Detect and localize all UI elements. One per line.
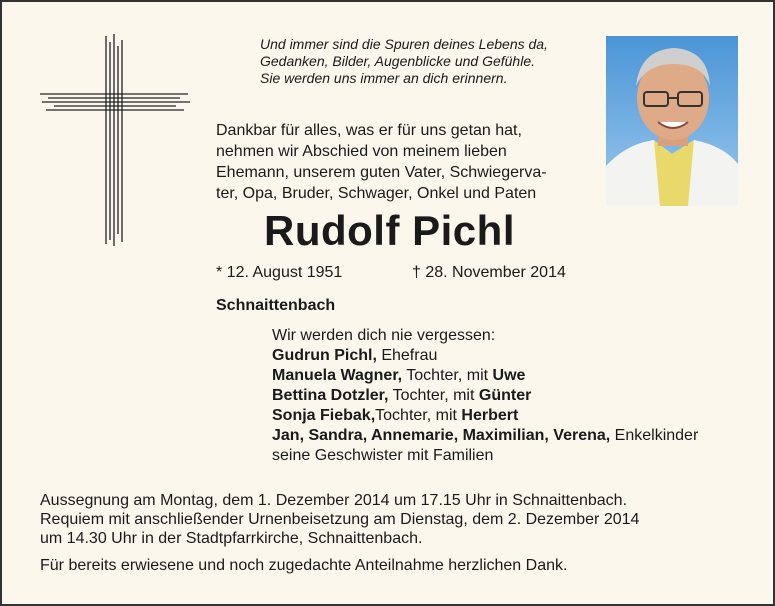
mourners-list <box>272 326 772 466</box>
mourner-name: Sonja Fiebak, <box>272 407 376 424</box>
thanks-text: Für bereits erwiesene und noch zugedachte Anteilnahme herzlichen Dank. <box>40 557 568 574</box>
poem-line: Gedanken, Bilder, Augenblicke und Gefühle. <box>260 53 536 69</box>
mourner-line <box>272 346 772 366</box>
intro-line: Ehemann, unserem guten Vater, Schwiegerva- <box>216 164 547 181</box>
mourner-relation: Tochter, mit <box>388 387 479 404</box>
mourner-partner: Günter <box>478 387 532 404</box>
mourner-relation: Enkelkinder <box>610 427 699 444</box>
intro-line: Dankbar für alles, was er für uns getan hat, <box>216 122 522 139</box>
intro-text <box>216 120 596 204</box>
funeral-info <box>40 491 760 548</box>
funeral-line: Aussegnung am Montag, dem 1. Dezember 2014 um 17.15 Uhr in Schnaittenbach. <box>40 492 628 509</box>
mourner-partner: Herbert <box>461 407 519 424</box>
portrait-photo <box>606 36 738 206</box>
mourner-relation: Tochter, mit <box>402 367 493 384</box>
funeral-line: Requiem mit anschließender Urnenbeisetzung am Dienstag, dem 2. Dezember 2014 <box>40 511 640 528</box>
mourner-relation: Tochter, mit <box>375 407 462 424</box>
poem <box>260 36 590 87</box>
intro-line: nehmen wir Abschied von meinem lieben <box>216 143 507 160</box>
birth-date: * 12. August 1951 <box>216 264 343 281</box>
mourner-name: Gudrun Pichl, <box>272 347 377 364</box>
deceased-name: Rudolf Pichl <box>264 207 515 254</box>
mourner-line <box>272 386 772 406</box>
mourner-name: Jan, Sandra, Annemarie, Maximilian, Verena, <box>272 427 611 444</box>
funeral-line: um 14.30 Uhr in der Stadtpfarrkirche, Schnaittenbach. <box>40 530 423 547</box>
poem-line: Sie werden uns immer an dich erinnern. <box>260 70 508 86</box>
poem-line: Und immer sind die Spuren deines Lebens da, <box>260 36 548 52</box>
intro-line: ter, Opa, Bruder, Schwager, Onkel und Paten <box>216 185 537 202</box>
mourner-partner: Uwe <box>492 367 526 384</box>
mourners-siblings: seine Geschwister mit Familien <box>272 447 494 464</box>
mourner-relation: Ehefrau <box>376 347 438 364</box>
mourner-line <box>272 426 772 446</box>
mourner-line <box>272 366 772 386</box>
death-date: † 28. November 2014 <box>412 264 566 281</box>
mourner-line <box>272 406 772 426</box>
mourner-name: Bettina Dotzler, <box>272 387 389 404</box>
cross-icon <box>40 34 190 246</box>
mourner-name: Manuela Wagner, <box>272 367 403 384</box>
mourners-heading: Wir werden dich nie vergessen: <box>272 327 496 344</box>
place-name: Schnaittenbach <box>216 297 336 314</box>
